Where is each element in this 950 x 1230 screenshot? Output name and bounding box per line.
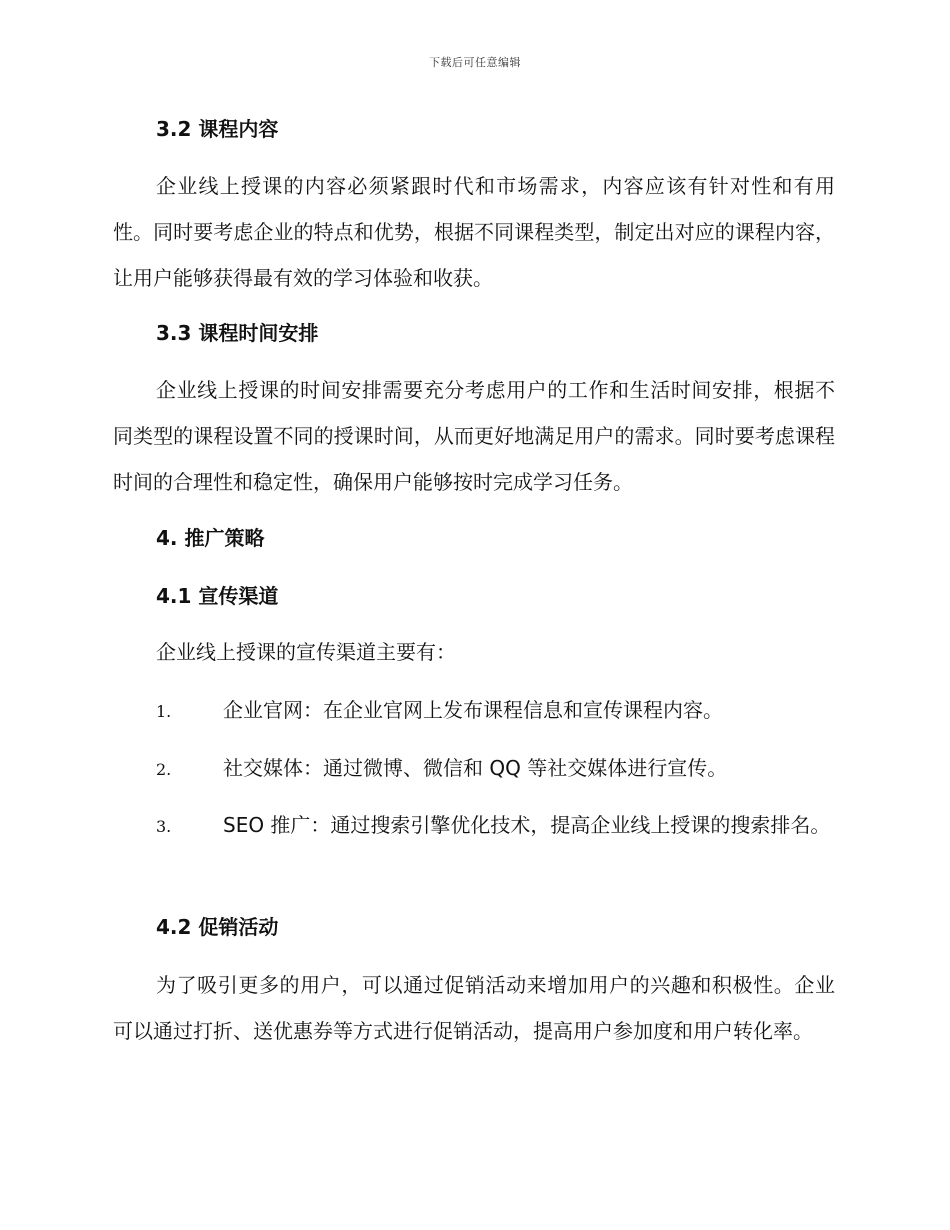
channel-list-item-2	[113, 745, 835, 793]
section-3-3-heading	[113, 319, 835, 347]
list-item	[113, 687, 835, 735]
list-number: 1.	[156, 702, 172, 721]
paragraph: 企业线上授课的宣传渠道主要有：	[156, 640, 456, 664]
paragraph: 企业线上授课的时间安排需要充分考虑用户的工作和生活时间安排，根据不同类型的课程设置不同的授课时间，从而更好地满足用户的需求。同时要考虑课程时间的合理性和稳定性，确保用户能够按时完成学习任务。	[113, 378, 835, 494]
section-heading: 4. 推广策略	[156, 526, 265, 550]
section-3-3-body	[113, 367, 835, 505]
paragraph: 企业线上授课的内容必须紧跟时代和市场需求，内容应该有针对性和有用性。同时要考虑企业的特点和优势，根据不同课程类型，制定出对应的课程内容，让用户能够获得最有效的学习体验和收获。	[113, 174, 835, 290]
channel-list-item-3	[113, 802, 835, 850]
paragraph: 为了吸引更多的用户，可以通过促销活动来增加用户的兴趣和积极性。企业可以通过打折、送优惠券等方式进行促销活动，提高用户参加度和用户转化率。	[113, 973, 835, 1043]
list-number: 2.	[156, 760, 172, 779]
section-heading: 3.3 课程时间安排	[156, 321, 319, 345]
list-item	[113, 745, 835, 793]
section-4-1-heading	[113, 582, 835, 610]
header-note: 下载后可任意编辑	[429, 56, 521, 69]
list-number: 3.	[156, 817, 172, 836]
channel-list-item-1	[113, 687, 835, 735]
section-3-2-body	[113, 163, 835, 301]
list-text: 企业官网：在企业官网上发布课程信息和宣传课程内容。	[223, 698, 723, 722]
section-4-heading	[113, 524, 835, 552]
section-heading: 4.1 宣传渠道	[156, 584, 279, 608]
section-heading: 4.2 促销活动	[156, 915, 279, 939]
list-text: SEO 推广：通过搜索引擎优化技术，提高企业线上授课的搜索排名。	[223, 813, 831, 837]
section-4-2-body	[113, 962, 835, 1054]
section-4-2-heading	[113, 913, 835, 941]
section-3-2-heading	[113, 115, 835, 143]
section-heading: 3.2 课程内容	[156, 117, 279, 141]
section-4-1-intro	[113, 629, 835, 675]
list-item	[113, 802, 835, 850]
list-text: 社交媒体：通过微博、微信和 QQ 等社交媒体进行宣传。	[223, 756, 728, 780]
